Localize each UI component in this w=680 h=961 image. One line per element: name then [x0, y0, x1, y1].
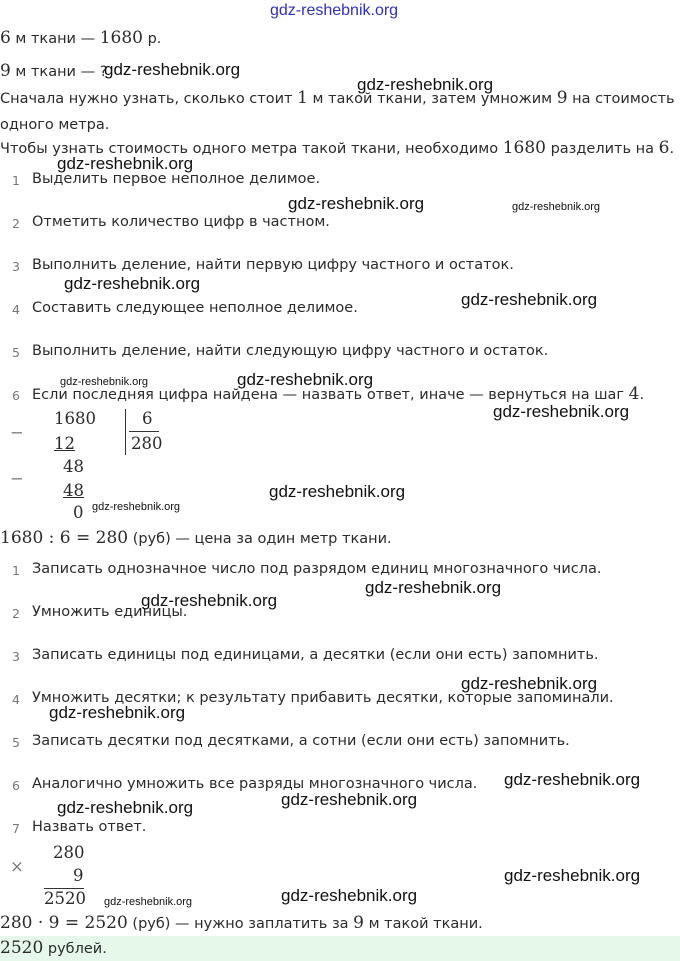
watermark: gdz-reshebnik.org [461, 290, 598, 309]
watermark: gdz-reshebnik.org [365, 578, 502, 597]
math: 6 [658, 138, 670, 158]
text: Сначала нужно узнать, сколько стоит [0, 91, 298, 107]
text: м такой ткани, затем умножим [307, 91, 557, 107]
step-number: 7 [12, 821, 20, 836]
answer-box [0, 936, 680, 961]
remainder-final: 0 [73, 503, 84, 522]
answer-text [0, 938, 107, 958]
watermark: gdz-reshebnik.org [512, 201, 601, 213]
step-number: 5 [12, 735, 20, 750]
watermark: gdz-reshebnik.org [104, 60, 241, 79]
watermark: gdz-reshebnik.org [504, 866, 641, 885]
text: . [639, 387, 645, 403]
step-number: 4 [12, 692, 20, 707]
minus-sign: − [10, 423, 24, 442]
watermark: gdz-reshebnik.org [461, 674, 598, 693]
watermark: gdz-reshebnik.org [64, 274, 201, 293]
step-text: Умножить единицы. [32, 604, 188, 620]
step-number: 6 [12, 778, 20, 793]
times-sign: × [10, 857, 24, 876]
step-text: Аналогично умножить все разряды многозначного числа. [32, 776, 478, 792]
remainder-1: 48 [63, 457, 84, 476]
text: (руб) — цена за один метр ткани. [128, 531, 392, 547]
result-total [0, 913, 483, 933]
divisor: 6 [142, 409, 153, 428]
minus-sign: − [10, 469, 24, 488]
watermark: gdz-reshebnik.org [281, 790, 418, 809]
text: Чтобы узнать стоимость одного метра такой ткани, необходимо [0, 141, 503, 157]
watermark: gdz-reshebnik.org [493, 402, 630, 421]
watermark: gdz-reshebnik.org [357, 75, 494, 94]
step-text: Записать однозначное число под разрядом единиц многозначного числа. [32, 561, 602, 577]
watermark: gdz-reshebnik.org [57, 798, 194, 817]
step-number: 6 [12, 388, 20, 403]
math: 9 [556, 88, 568, 108]
math: 9 [353, 913, 364, 933]
multiplier: 9 [73, 866, 84, 885]
step-text: Выполнить деление, найти первую цифру частного и остаток. [32, 257, 514, 273]
step-text: Выделить первое неполное делимое. [32, 171, 321, 187]
step-text: Отметить количество цифр в частном. [32, 214, 330, 230]
text: р. [142, 31, 162, 47]
text: м ткани — [10, 31, 100, 47]
step-number: 4 [12, 302, 20, 317]
step-number: 3 [12, 649, 20, 664]
watermark: gdz-reshebnik.org [92, 501, 181, 513]
text: м ткани — ? [10, 64, 108, 80]
math: 1 [297, 88, 308, 108]
product: 2520 [44, 889, 86, 908]
step-text: Записать десятки под десятками, а сотни (если они есть) запомнить. [32, 733, 570, 749]
subtrahend-1: 12 [54, 434, 75, 453]
math: 2520 [0, 938, 44, 958]
watermark: gdz-reshebnik.org [288, 194, 425, 213]
math: 4 [628, 384, 640, 404]
text: . [669, 141, 675, 157]
watermark-top: gdz-reshebnik.org [270, 2, 399, 19]
math: 1680 [502, 138, 546, 158]
division-bar [125, 409, 126, 455]
text: разделить на [545, 141, 659, 157]
step-text: Выполнить деление, найти следующую цифру частного и остаток. [32, 343, 549, 359]
watermark: gdz-reshebnik.org [269, 482, 406, 501]
math-9: 9 [0, 61, 11, 81]
dividend: 1680 [54, 409, 96, 428]
math-1680: 1680 [99, 28, 143, 48]
watermark: gdz-reshebnik.org [141, 591, 278, 610]
step-number: 2 [12, 216, 20, 231]
step-number: 2 [12, 606, 20, 621]
watermark: gdz-reshebnik.org [504, 770, 641, 789]
text: Если последняя цифра найдена — назвать ответ, иначе — вернуться на шаг [32, 387, 629, 403]
step-number: 1 [12, 173, 20, 188]
math-6: 6 [0, 28, 11, 48]
math: 1680 : 6 = 280 [0, 528, 129, 548]
watermark: gdz-reshebnik.org [237, 370, 374, 389]
watermark: gdz-reshebnik.org [104, 896, 193, 908]
step-text: Умножить десятки; к результату прибавить десятки, которые запоминали. [32, 690, 614, 706]
step-text: Назвать ответ. [32, 819, 147, 835]
step-number: 5 [12, 345, 20, 360]
multiplicand: 280 [53, 843, 85, 862]
condition-line-2 [0, 61, 107, 81]
step-text: Записать единицы под единицами, а десятки (если они есть) запомнить. [32, 647, 599, 663]
result-price-per-meter [0, 528, 392, 548]
text: (руб) — нужно заплатить за [127, 916, 354, 932]
text: на стоимость [567, 91, 675, 107]
watermark: gdz-reshebnik.org [60, 376, 149, 388]
step-number: 3 [12, 259, 20, 274]
watermark: gdz-reshebnik.org [281, 886, 418, 905]
text: м такой ткани. [363, 916, 483, 932]
step-number: 1 [12, 563, 20, 578]
math: 280 · 9 = 2520 [0, 913, 128, 933]
condition-line-1 [0, 28, 161, 48]
plan-paragraph-1b: одного метра. [0, 117, 110, 133]
quotient: 280 [131, 434, 163, 453]
watermark: gdz-reshebnik.org [49, 703, 186, 722]
text: рублей. [43, 941, 107, 957]
watermark: gdz-reshebnik.org [57, 154, 194, 173]
step-text: Составить следующее неполное делимое. [32, 300, 358, 316]
quotient-line [129, 431, 159, 432]
plan-paragraph-1 [0, 88, 675, 108]
subtrahend-2: 48 [63, 481, 84, 500]
